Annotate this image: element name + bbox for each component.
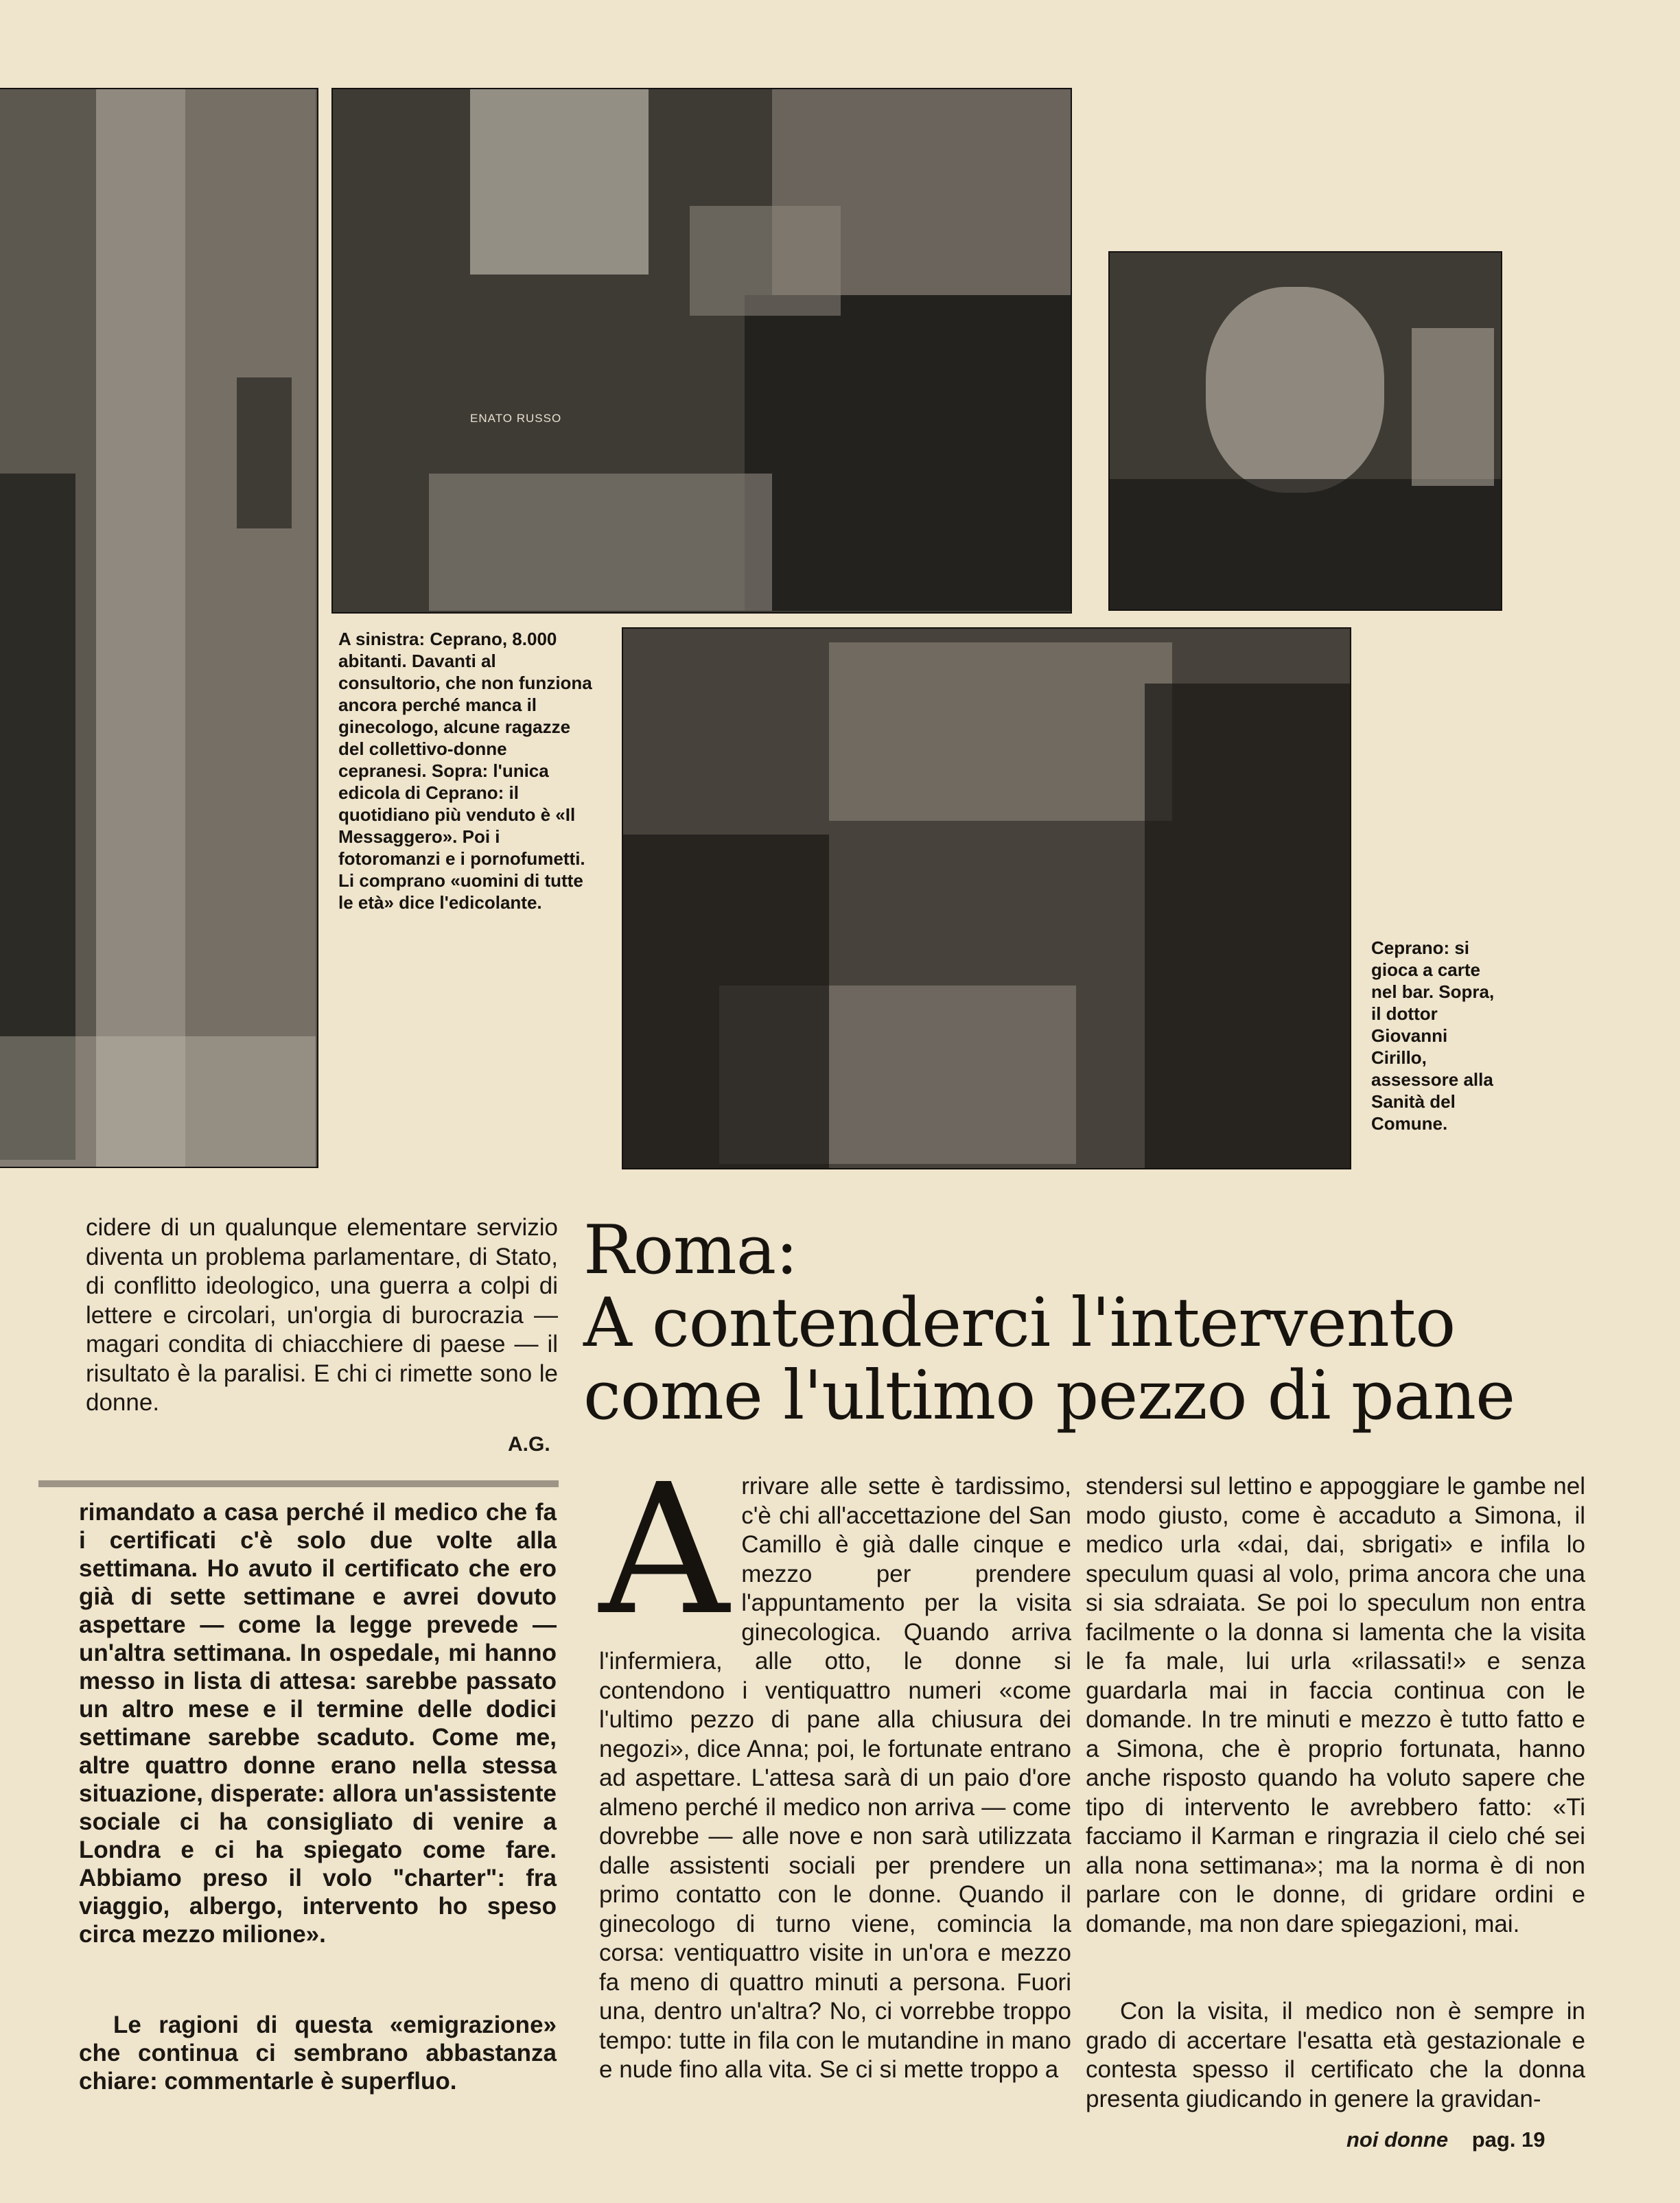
photo-edicola — [331, 88, 1072, 614]
intro-paragraph: cidere di un qualunque elementare servizio diventa un problema parlamentare, di Stato, di conflitto ideologico, una guerra a colpi di lettere e circolari, un'orgia di burocrazia — magari condita di chiacchiere di paese — il risultato è la paralisi. E chi ci rimette sono le donne. — [86, 1214, 558, 1416]
page-number: pag. 19 — [1471, 2128, 1545, 2152]
conclusion-text: Le ragioni di questa «emigrazione» che continua ci sembrano abbastanza chiare: commentarle è superfluo. — [79, 2012, 557, 2095]
conclusion-paragraph — [79, 2011, 557, 2095]
headline-line-2: A contenderci l'intervento — [583, 1284, 1456, 1362]
dropcap-letter: A — [599, 1445, 730, 1655]
magazine-name: noi donne — [1346, 2128, 1449, 2152]
headline-line-3: come l'ultimo pezzo di pane — [583, 1357, 1515, 1435]
right-column-paragraph-2 — [1086, 1997, 1585, 2114]
right-column-paragraph-2-text: Con la visita, il medico non è sempre in grado di accertare l'esatta età gestazionale e contesta spesso il certificato che la donna presenta giudicando in genere la gravidan- — [1086, 1998, 1585, 2112]
caption-left-photos: A sinistra: Ceprano, 8.000 abitanti. Davanti al consultorio, che non funziona ancora perché manca il ginecologo, alcune ragazze del collettivo-donne cepranesi. Sopra: l'unica edicola di Ceprano: il quotidiano più venduto è «Il Messaggero». Poi i fotoromanzi e i pornofumetti. Li comprano «uomini di tutte le età» dice l'edicolante. — [338, 629, 592, 913]
headline-line-1: Roma: — [583, 1211, 798, 1290]
signature: A.G. — [508, 1433, 550, 1456]
middle-column-text: rrivare alle sette è tardissimo, c'è chi all'accettazione del San Camillo è già dalle cinque e mezzo per prendere l'appuntamento per la visita ginecologica. Quando arriva l'infermiera, alle otto, le donne si contendono i ventiquattro numeri «come l'ultimo pezzo di pane alla chiusura dei negozi», dice Anna; poi, le fortunate entrano ad aspettare. L'attesa sarà di un paio d'ore almeno perché il medico non arriva — come dovrebbe — alle nove e non sarà utilizzata dalle assistenti sociali per prendere un primo contatto con le donne. Quando il ginecologo di turno viene, comincia la corsa: ventiquattro visite in un'ora e mezzo fa meno di quattro minuti a persona. Fuori una, dentro un'altra? No, ci vorrebbe troppo tempo: tutte in fila con le mutandine in mano e nude fino alla vita. Se ci si mette troppo a — [599, 1473, 1071, 2083]
testimony-paragraph: rimandato a casa perché il medico che fa i certificati c'è solo due volte alla settimana. Ho avuto il certificato che ero già di sette settimane e avrei dovuto aspettare — come la legge prevede — un'altra settimana. In ospedale, mi hanno messo in lista di attesa: sarebbe passato un altro mese e il termine delle dodici settimane sarebbe scaduto. Come me, altre quattro donne erano nella stessa situazione, disperate: allora un'assistente sociale ci ha consigliato di venire a Londra e ci ha spiegato come fare. Abbiamo preso il volo "charter": fra viaggio, albergo, intervento ho speso circa mezzo milione». — [79, 1499, 557, 1948]
kiosk-sign: ENATO RUSSO — [470, 412, 562, 425]
bleed-through-heading — [1276, 75, 1279, 78]
footer — [1346, 2128, 1545, 2152]
photo-consultorio-doorway — [0, 88, 318, 1168]
middle-column-article — [599, 1445, 1071, 2085]
photo-giovanni-cirillo — [1108, 251, 1502, 611]
caption-right-photos: Ceprano: si gioca a carte nel bar. Sopra, il dottor Giovanni Cirillo, assessore alla Sanità del Comune. — [1371, 937, 1495, 1134]
column-separator-rule — [38, 1480, 559, 1487]
photo-card-game-bar — [622, 627, 1351, 1169]
right-column-paragraph-1: stendersi sul lettino e appoggiare le gambe nel modo giusto, come è accaduto a Simona, il medico urla «dai, dai, sbrigati» e infila lo speculum quasi al volo, prima ancora che una si sia sdraiata. Se poi lo speculum non entra facilmente o la donna si lamenta che la visita le fa male, lui urla «rilassati!» e senza guardarla mai in faccia continua con le domande. In tre minuti e mezzo è tutto fatto e a Simona, che è proprio fortunata, hanno anche risposto quando ha voluto sapere che tipo di intervento le avrebbero fatto: «Ti facciamo il Karman e ringrazia il cielo ché sei alla nona settimana»; ma la norma è di non parlare con le donne, di gridare ordini e domande, ma non dare spiegazioni, mai. — [1086, 1473, 1585, 1937]
